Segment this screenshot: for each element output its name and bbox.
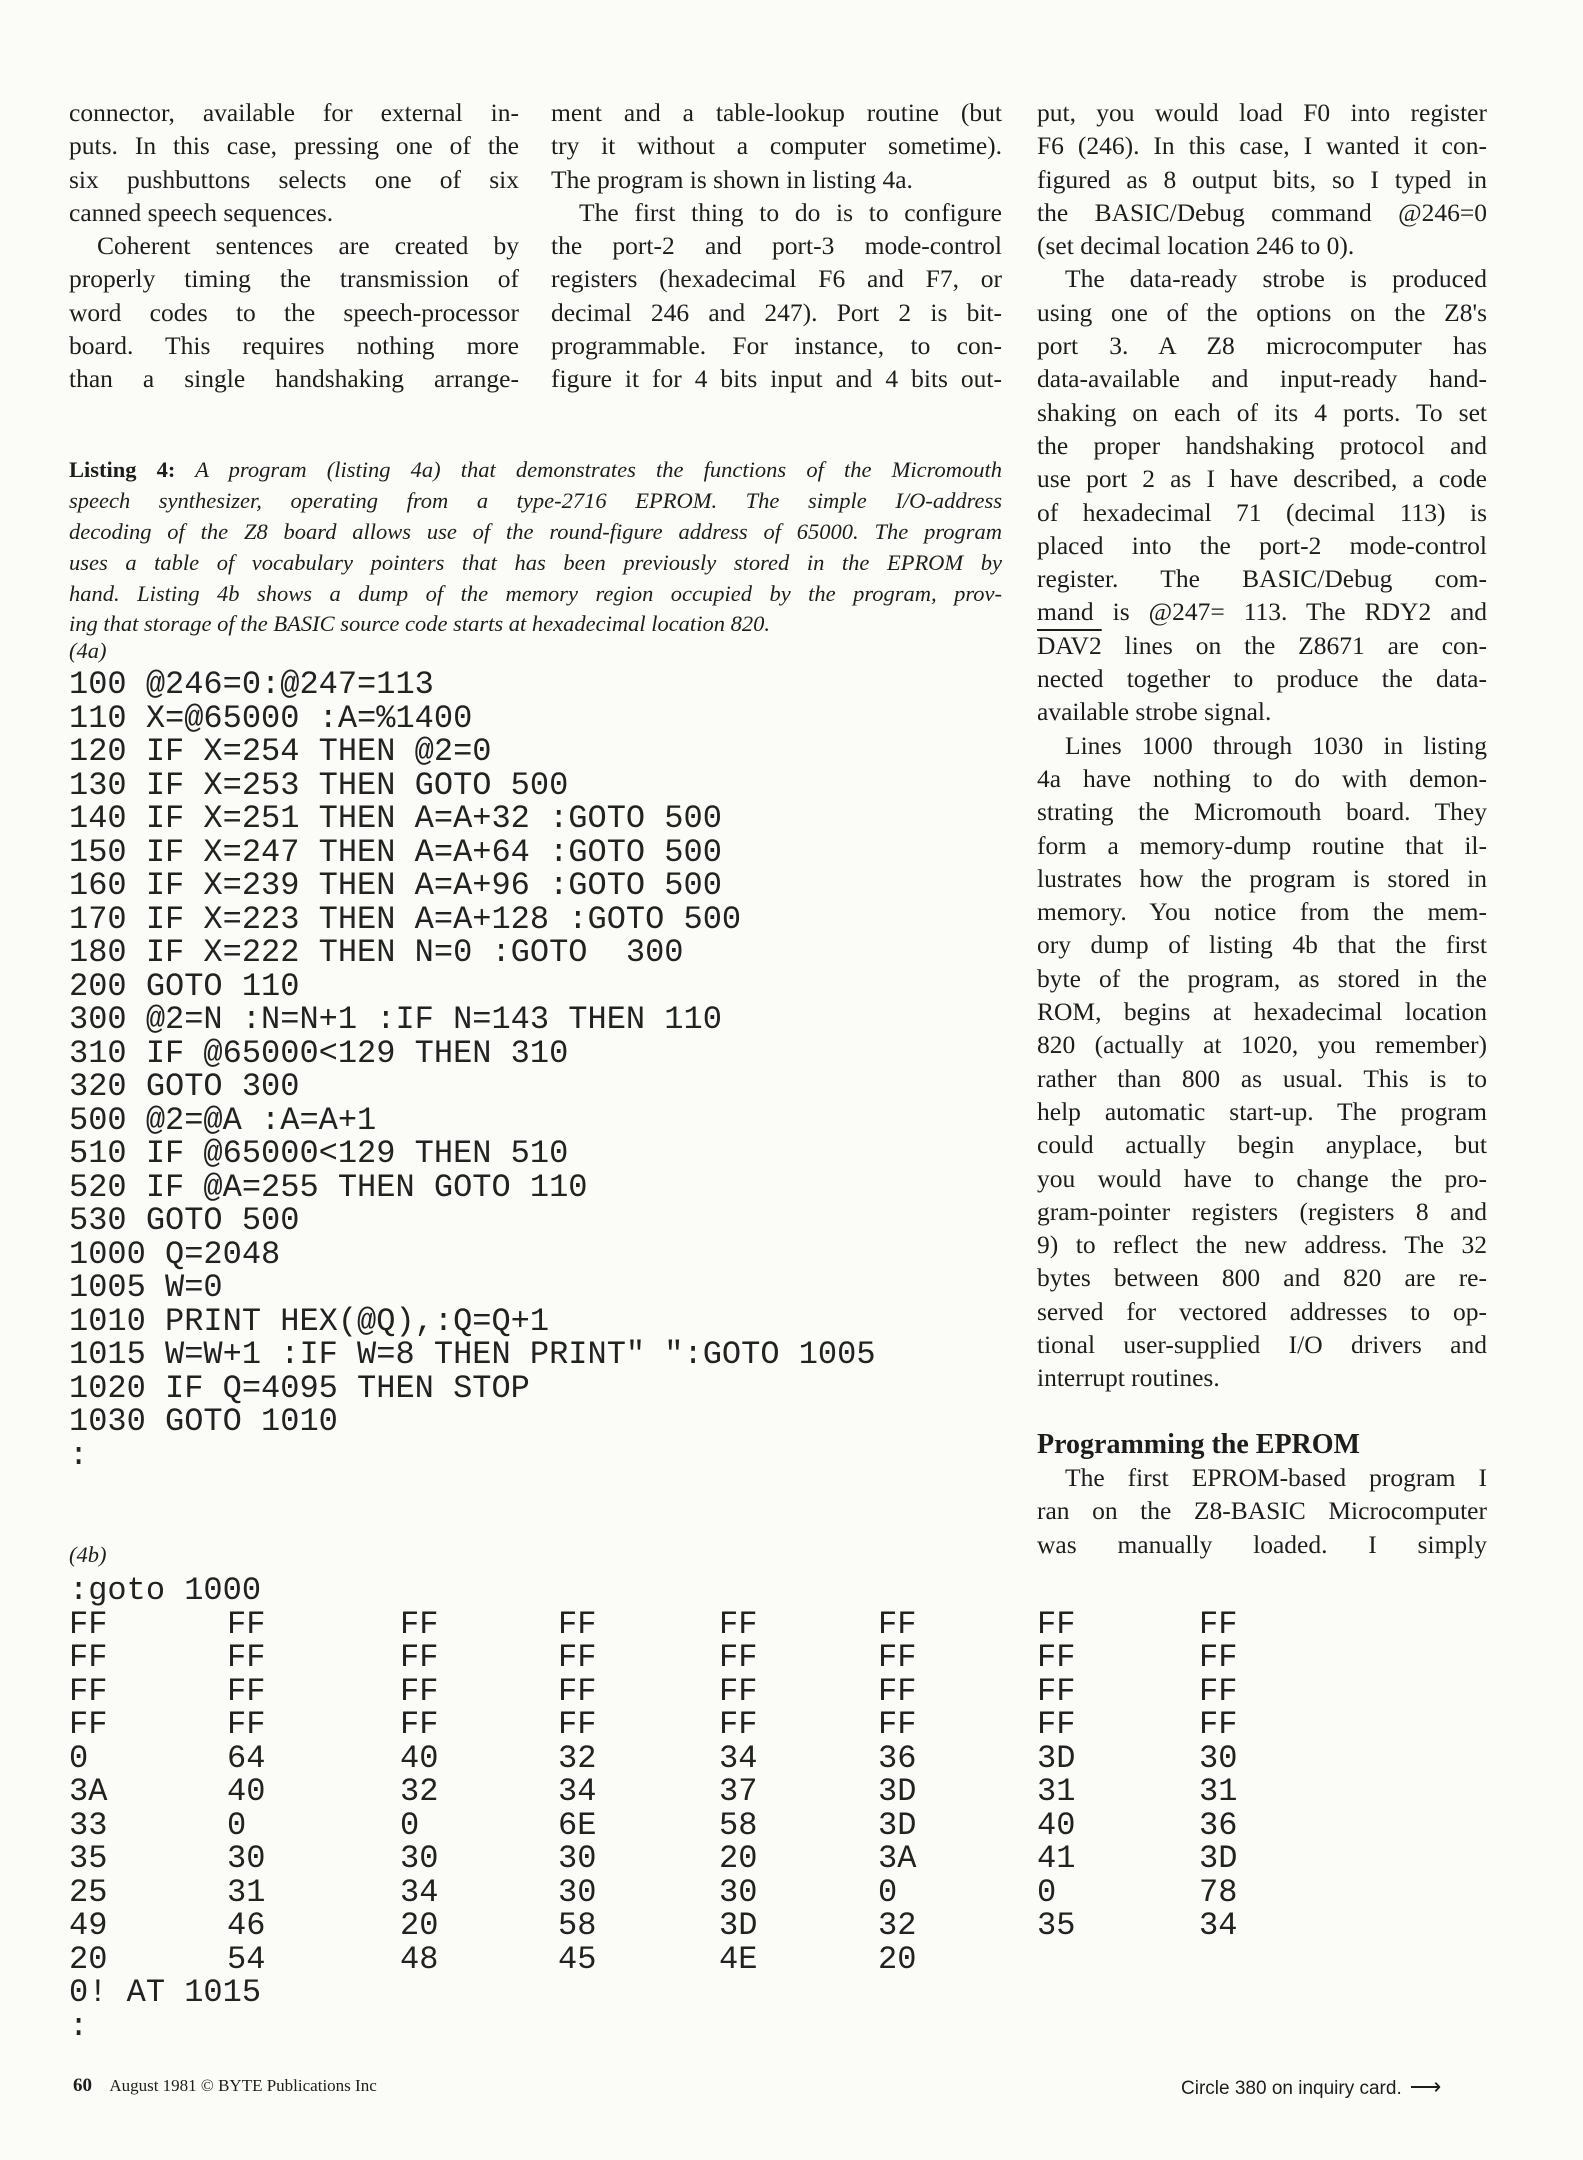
dump-row xyxy=(69,1641,1299,1675)
dump-row xyxy=(69,1842,1299,1876)
code-line: 110 X=@65000 :A=%1400 xyxy=(69,699,473,737)
dump-byte: FF xyxy=(69,1639,108,1676)
text-line: gram-pointer registers (registers 8 and xyxy=(1037,1196,1487,1226)
text-line: 820 (actually at 1020, you remember) xyxy=(1037,1030,1487,1060)
dump-byte: 31 xyxy=(1199,1773,1238,1810)
dump-byte: FF xyxy=(719,1605,758,1643)
text-line xyxy=(1037,1395,1487,1428)
arrow-right-icon: ⟶ xyxy=(1409,2074,1442,2099)
caption-line xyxy=(69,609,1002,640)
dump-byte: FF xyxy=(227,1672,266,1710)
text-line: you would have to change the pro- xyxy=(1037,1163,1487,1193)
listing-4a-code xyxy=(69,668,876,1472)
dump-byte: FF xyxy=(227,1706,266,1743)
dump-byte: 54 xyxy=(227,1940,266,1978)
code-line: 300 @2=N :N=N+1 :IF N=143 THEN 110 xyxy=(69,1001,722,1038)
text-line: strating the Micromouth board. They xyxy=(1037,797,1487,827)
text-line: register. The BASIC/Debug com- xyxy=(1037,564,1487,594)
dump-byte: FF xyxy=(1199,1672,1238,1710)
text-line: nected together to produce the data- xyxy=(1037,664,1487,694)
code-line: 310 IF @65000<129 THEN 310 xyxy=(69,1034,569,1072)
dump-byte: FF xyxy=(719,1639,758,1676)
page-number: 60 xyxy=(73,2075,92,2096)
text-line: connector, available for external in- xyxy=(69,98,519,127)
dump-byte: 0 xyxy=(69,1739,89,1777)
code-line: 510 IF @65000<129 THEN 510 xyxy=(69,1135,569,1172)
text-line: 4a have nothing to do with demon- xyxy=(1037,763,1487,793)
code-line: 1000 Q=2048 xyxy=(69,1235,281,1273)
dump-byte: FF xyxy=(558,1639,597,1676)
body-column-1 xyxy=(69,96,519,396)
code-line: 320 GOTO 300 xyxy=(69,1068,300,1105)
code-line: 170 IF X=223 THEN A=A+128 :GOTO 500 xyxy=(69,900,742,938)
dump-byte: 0 xyxy=(1037,1873,1057,1911)
code-line: 520 IF @A=255 THEN GOTO 110 xyxy=(69,1168,588,1206)
dump-byte: FF xyxy=(227,1639,266,1676)
dump-byte: 40 xyxy=(400,1739,439,1777)
dump-byte: FF xyxy=(878,1706,917,1743)
text-line: could actually begin anyplace, but xyxy=(1037,1130,1487,1160)
dump-byte: FF xyxy=(1037,1605,1076,1643)
dump-byte: 32 xyxy=(558,1739,597,1777)
listing-caption xyxy=(69,455,1002,640)
dump-byte: FF xyxy=(1199,1639,1238,1676)
text-line: figured as 8 output bits, so I typed in xyxy=(1037,164,1487,194)
dump-row xyxy=(69,1605,1299,1643)
code-line: 200 GOTO 110 xyxy=(69,967,300,1005)
text-line: help automatic start-up. The program xyxy=(1037,1096,1487,1126)
caption-line xyxy=(69,455,1002,486)
text-line: served for vectored addresses to op- xyxy=(1037,1296,1487,1326)
dump-byte: 49 xyxy=(69,1907,108,1944)
dump-byte: 34 xyxy=(719,1739,758,1777)
dump-byte: 3D xyxy=(1199,1840,1238,1877)
dump-byte: FF xyxy=(719,1706,758,1743)
dump-byte: FF xyxy=(878,1672,917,1710)
body-column-2 xyxy=(551,96,1002,396)
dump-byte: 3A xyxy=(69,1773,108,1810)
text-line: word codes to the speech-processor xyxy=(69,297,519,327)
text-line: memory. You notice from the mem- xyxy=(1037,897,1487,927)
dump-byte: FF xyxy=(1037,1639,1076,1676)
page-footer-right xyxy=(1181,2074,1441,2100)
dump-byte: 32 xyxy=(400,1773,439,1810)
text-line: was manually loaded. I simply xyxy=(1037,1529,1487,1559)
body-column-3 xyxy=(1037,96,1487,1561)
text-line: interrupt routines. xyxy=(1037,1363,1220,1393)
dump-byte: 30 xyxy=(558,1840,597,1877)
dump-byte: 46 xyxy=(227,1907,266,1944)
text-line xyxy=(1037,629,1487,662)
text-line: placed into the port-2 mode-control xyxy=(1037,530,1487,560)
text-line: using one of the options on the Z8's xyxy=(1037,297,1487,327)
text-line: Lines 1000 through 1030 in listing xyxy=(1065,730,1487,760)
text-line: The first thing to do is to configure xyxy=(579,197,1002,227)
text-line: F6 (246). In this case, I wanted it con- xyxy=(1037,131,1487,161)
dump-byte: 40 xyxy=(1037,1806,1076,1844)
dump-row xyxy=(69,1739,1299,1777)
dump-byte: 30 xyxy=(1199,1739,1238,1777)
text-line: shaking on each of its 4 ports. To set xyxy=(1037,397,1487,427)
dump-byte: FF xyxy=(878,1605,917,1643)
text-line: ROM, begins at hexadecimal location xyxy=(1037,997,1487,1027)
dump-byte: FF xyxy=(1037,1672,1076,1710)
code-line: 530 GOTO 500 xyxy=(69,1202,300,1239)
dump-byte: 3D xyxy=(719,1907,758,1944)
dump-byte: FF xyxy=(400,1639,439,1676)
code-line: 1005 W=0 xyxy=(69,1269,223,1306)
dump-byte: 0 xyxy=(400,1806,420,1844)
dump-byte: FF xyxy=(878,1639,917,1676)
text-line: The data-ready strobe is produced xyxy=(1065,264,1487,294)
text-line: tional user-supplied I/O drivers and xyxy=(1037,1329,1487,1359)
dump-row xyxy=(69,1708,1299,1742)
text-line: port 3. A Z8 microcomputer has xyxy=(1037,331,1487,361)
dump-byte: 30 xyxy=(719,1873,758,1911)
text-line: (set decimal location 246 to 0). xyxy=(1037,231,1355,261)
text-line: 9) to reflect the new address. The 32 xyxy=(1037,1230,1487,1260)
caption-line xyxy=(69,579,1002,610)
text-line: board. This requires nothing more xyxy=(69,331,519,361)
dump-byte: FF xyxy=(227,1605,266,1643)
text-line: ory dump of listing 4b that the first xyxy=(1037,930,1487,960)
code-line: 1020 IF Q=4095 THEN STOP xyxy=(69,1369,530,1407)
code-line: 1010 PRINT HEX(@Q),:Q=Q+1 xyxy=(69,1302,550,1340)
caption-text: decoding of the Z8 board allows use of the round-figure address of 65000. The program xyxy=(69,518,1002,544)
dump-byte: 30 xyxy=(227,1840,266,1877)
code-line: 100 @246=0:@247=113 xyxy=(69,666,434,703)
dump-byte: 0 xyxy=(878,1873,898,1911)
dump-byte: 45 xyxy=(558,1940,597,1978)
dump-byte: 37 xyxy=(719,1773,758,1810)
text-line: figure it for 4 bits input and 4 bits out- xyxy=(551,364,1002,394)
dump-byte: 0 xyxy=(227,1806,247,1844)
text-line: byte of the program, as stored in the xyxy=(1037,963,1487,993)
caption-text: hand. Listing 4b shows a dump of the memory region occupied by the program, prov- xyxy=(69,580,1002,606)
page-footer-left xyxy=(73,2075,377,2097)
text-line: programmable. For instance, to con- xyxy=(551,331,1002,361)
dump-byte: 48 xyxy=(400,1940,439,1978)
listing-4b-dump xyxy=(69,1574,1299,2043)
text-line: The first EPROM-based program I xyxy=(1065,1463,1487,1493)
text-line: the proper handshaking protocol and xyxy=(1037,430,1487,460)
text-line: form a memory-dump routine that il- xyxy=(1037,830,1487,860)
dump-byte: 3D xyxy=(878,1773,917,1810)
dump-byte: 4E xyxy=(719,1940,758,1978)
text-line: put, you would load F0 into register xyxy=(1037,98,1487,127)
text-line: bytes between 800 and 820 are re- xyxy=(1037,1263,1487,1293)
caption-line xyxy=(69,486,1002,517)
text-line: use port 2 as I have described, a code xyxy=(1037,464,1487,494)
dump-byte: 20 xyxy=(878,1940,917,1978)
text-line: data-available and input-ready hand- xyxy=(1037,364,1487,394)
dump-byte: FF xyxy=(69,1605,108,1643)
code-line: 500 @2=@A :A=A+1 xyxy=(69,1101,377,1139)
dump-byte: FF xyxy=(69,1706,108,1743)
dump-byte: FF xyxy=(558,1706,597,1743)
dump-byte: 20 xyxy=(719,1840,758,1877)
dump-prompt: : xyxy=(69,2007,89,2045)
text-line: registers (hexadecimal F6 and F7, or xyxy=(551,264,1002,294)
dump-byte: 40 xyxy=(227,1773,266,1810)
caption-text: speech synthesizer, operating from a type-2716 EPROM. The simple I/O-address xyxy=(69,487,1002,513)
dump-byte: 31 xyxy=(227,1873,266,1911)
dump-byte: 31 xyxy=(1037,1773,1076,1810)
dump-byte: FF xyxy=(1199,1605,1238,1643)
dump-error: 0! AT 1015 xyxy=(69,1974,262,2011)
dump-byte: 3A xyxy=(878,1840,917,1877)
dump-byte: 35 xyxy=(69,1840,108,1877)
text-line: than a single handshaking arrange- xyxy=(69,364,519,394)
dump-byte: 6E xyxy=(558,1806,597,1844)
dump-byte: FF xyxy=(558,1672,597,1710)
text-line-rest: lines on the Z8671 are con- xyxy=(1124,630,1488,660)
text-line: The program is shown in listing 4a. xyxy=(551,164,913,194)
code-line: 180 IF X=222 THEN N=0 :GOTO 300 xyxy=(69,934,684,971)
section-heading: Programming the EPROM xyxy=(1037,1428,1360,1460)
dump-byte: FF xyxy=(1199,1706,1238,1743)
dump-byte: 34 xyxy=(400,1873,439,1911)
code-line: 120 IF X=254 THEN @2=0 xyxy=(69,733,492,770)
dump-byte: 35 xyxy=(1037,1907,1076,1944)
footer-credit: August 1981 © BYTE Publications Inc xyxy=(109,2076,377,2095)
overlined-signal: DAV2 xyxy=(1037,630,1102,660)
code-line: 130 IF X=253 THEN GOTO 500 xyxy=(69,766,569,804)
dump-row xyxy=(69,1909,1299,1943)
dump-byte: 78 xyxy=(1199,1873,1238,1911)
dump-byte: 64 xyxy=(227,1739,266,1777)
dump-byte: 58 xyxy=(558,1907,597,1944)
text-line: Coherent sentences are created by xyxy=(97,231,519,261)
dump-byte: 33 xyxy=(69,1806,108,1844)
listing-4b-tag: (4b) xyxy=(69,1542,107,1567)
listing-4a-tag: (4a) xyxy=(69,638,107,663)
caption-text: A program (listing 4a) that demonstrates the functions of the Micromouth xyxy=(195,457,1003,482)
text-line: available strobe signal. xyxy=(1037,697,1272,727)
text-line: ran on the Z8-BASIC Microcomputer xyxy=(1037,1496,1487,1526)
caption-text: uses a table of vocabulary pointers that has been previously stored in the EPROM by xyxy=(69,549,1002,575)
code-line: 160 IF X=239 THEN A=A+96 :GOTO 500 xyxy=(69,867,722,904)
dump-byte: FF xyxy=(558,1605,597,1643)
dump-byte: 34 xyxy=(558,1773,597,1810)
text-line: mand is @247= 113. The RDY2 and xyxy=(1037,597,1487,627)
text-line: the port-2 and port-3 mode-control xyxy=(551,231,1002,261)
dump-byte: FF xyxy=(400,1706,439,1743)
dump-byte: FF xyxy=(400,1605,439,1643)
dump-byte: 20 xyxy=(69,1940,108,1978)
caption-text: ing that storage of the BASIC source code starts at hexadecimal location 820. xyxy=(69,611,770,637)
dump-byte: 3D xyxy=(878,1806,917,1844)
dump-byte: 20 xyxy=(400,1907,439,1944)
code-line: : xyxy=(69,1436,89,1474)
dump-byte: 3D xyxy=(1037,1739,1076,1777)
dump-row xyxy=(69,1940,1299,1978)
text-line: ment and a table-lookup routine (but xyxy=(551,98,1002,127)
dump-byte: 32 xyxy=(878,1907,917,1944)
dump-byte: FF xyxy=(69,1672,108,1710)
text-line: try it without a computer sometime). xyxy=(551,131,1002,161)
dump-byte: 30 xyxy=(558,1873,597,1911)
code-line: 1015 W=W+1 :IF W=8 THEN PRINT" ":GOTO 1005 xyxy=(69,1336,876,1373)
dump-byte: FF xyxy=(1037,1706,1076,1743)
dump-row xyxy=(69,1672,1299,1710)
caption-line xyxy=(69,517,1002,548)
text-line: of hexadecimal 71 (decimal 113) is xyxy=(1037,497,1487,527)
text-line: decimal 246 and 247). Port 2 is bit- xyxy=(551,297,1002,327)
dump-byte: 34 xyxy=(1199,1907,1238,1944)
caption-label: Listing 4: xyxy=(69,457,176,482)
text-line: canned speech sequences. xyxy=(69,197,334,227)
dump-byte: FF xyxy=(719,1672,758,1710)
dump-byte: 25 xyxy=(69,1873,108,1911)
dump-byte: 41 xyxy=(1037,1840,1076,1877)
text-line: the BASIC/Debug command @246=0 xyxy=(1037,197,1487,227)
dump-row xyxy=(69,1873,1299,1911)
code-line: 150 IF X=247 THEN A=A+64 :GOTO 500 xyxy=(69,833,722,871)
dump-row xyxy=(69,1806,1299,1844)
dump-row xyxy=(69,1775,1299,1809)
text-line: rather than 800 as usual. This is to xyxy=(1037,1063,1487,1093)
dump-byte: 30 xyxy=(400,1840,439,1877)
code-line: 140 IF X=251 THEN A=A+32 :GOTO 500 xyxy=(69,800,722,837)
code-line: 1030 GOTO 1010 xyxy=(69,1403,338,1440)
inquiry-note: Circle 380 on inquiry card. xyxy=(1181,2078,1402,2099)
dump-byte: 36 xyxy=(1199,1806,1238,1844)
dump-byte: 58 xyxy=(719,1806,758,1844)
text-line: lustrates how the program is stored in xyxy=(1037,863,1487,893)
dump-command: :goto 1000 xyxy=(69,1572,262,1609)
text-line: properly timing the transmission of xyxy=(69,264,519,294)
text-line: puts. In this case, pressing one of the xyxy=(69,131,519,161)
text-line: six pushbuttons selects one of six xyxy=(69,164,519,194)
dump-byte: 36 xyxy=(878,1739,917,1777)
dump-byte: FF xyxy=(400,1672,439,1710)
caption-line xyxy=(69,548,1002,579)
